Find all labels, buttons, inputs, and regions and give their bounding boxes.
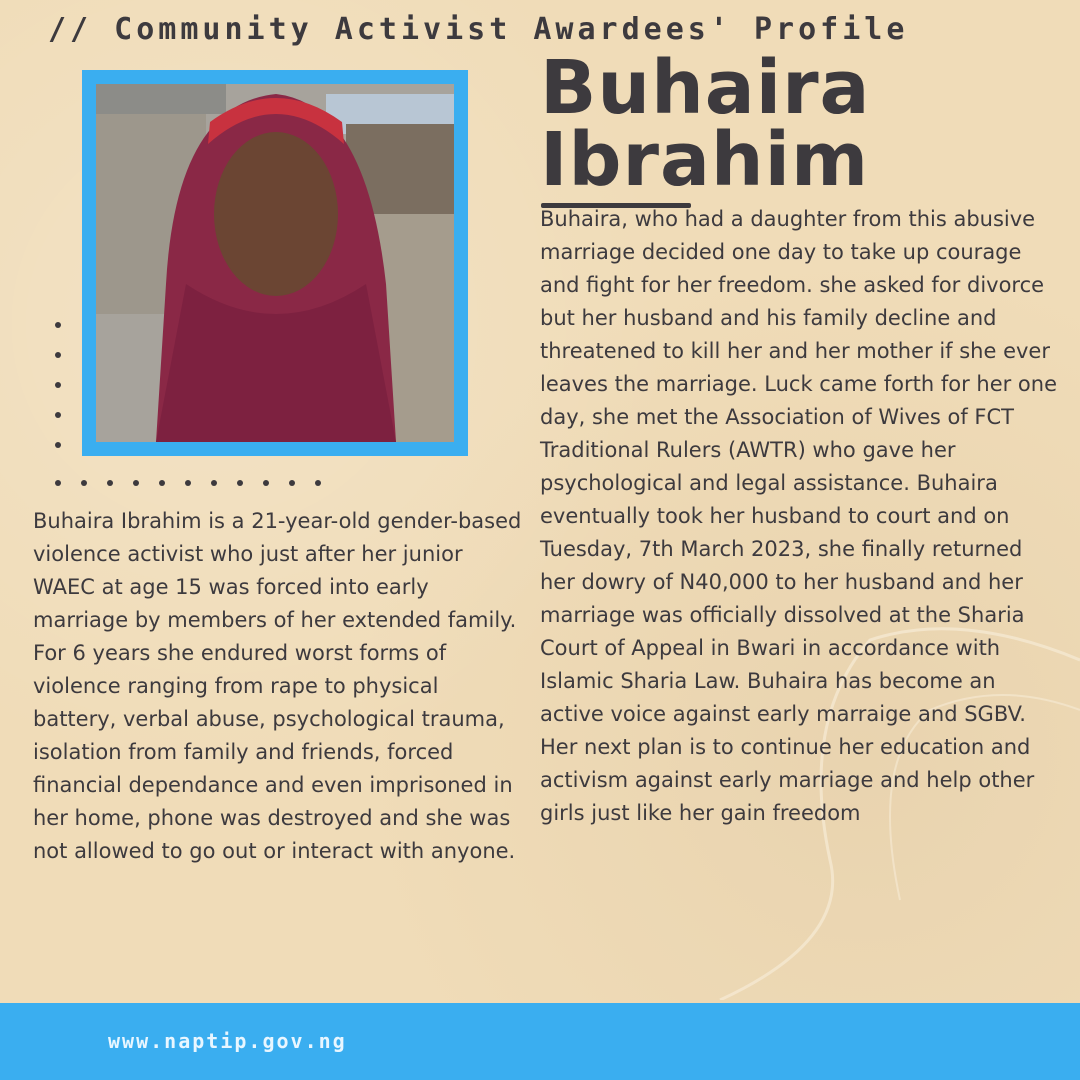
profile-photo-frame bbox=[82, 70, 468, 456]
decorative-dots-vertical bbox=[55, 322, 65, 472]
page-header-title: // Community Activist Awardees' Profile bbox=[48, 12, 909, 47]
awardee-name bbox=[540, 45, 1060, 203]
profile-bio-right: Buhaira, who had a daughter from this abusive marriage decided one day to take up courage and fight for her freedom. she asked for divorce but her husband and his family decline and threatened to kill her and her mother if she ever leaves the marriage. Luck came forth for her one day, she met the Association of Wives of FCT Traditional Rulers (AWTR) who gave her psychological and legal assistance. Buhaira eventually took her husband to court and on Tuesday, 7th March 2023, she finally returned her dowry of N40,000 to her husband and her marriage was officially dissolved at the Sharia Court of Appeal in Bwari in accordance with Islamic Sharia Law. Buhaira has become an active voice against early marraige and SGBV. Her next plan is to continue her education and activism against early marriage and help other girls just like her gain freedom bbox=[540, 207, 1058, 825]
profile-photo bbox=[96, 84, 454, 442]
footer-bar bbox=[0, 1003, 1080, 1080]
awardee-last-name: Ibrahim bbox=[540, 117, 870, 203]
footer-website-link[interactable]: www.naptip.gov.ng bbox=[108, 1029, 347, 1053]
profile-bio-left: Buhaira Ibrahim is a 21-year-old gender-based violence activist who just after her junior WAEC at age 15 was forced into early marriage by members of her extended family. For 6 years she endured worst forms of violence ranging from rape to physical battery, verbal abuse, psychological trauma, isolation from family and friends, forced financial dependance and even imprisoned in her home, phone was destroyed and she was not allowed to go out or interact with anyone. bbox=[33, 509, 522, 863]
decorative-dots-horizontal bbox=[55, 480, 341, 488]
awardee-first-name: Buhaira bbox=[540, 45, 871, 131]
